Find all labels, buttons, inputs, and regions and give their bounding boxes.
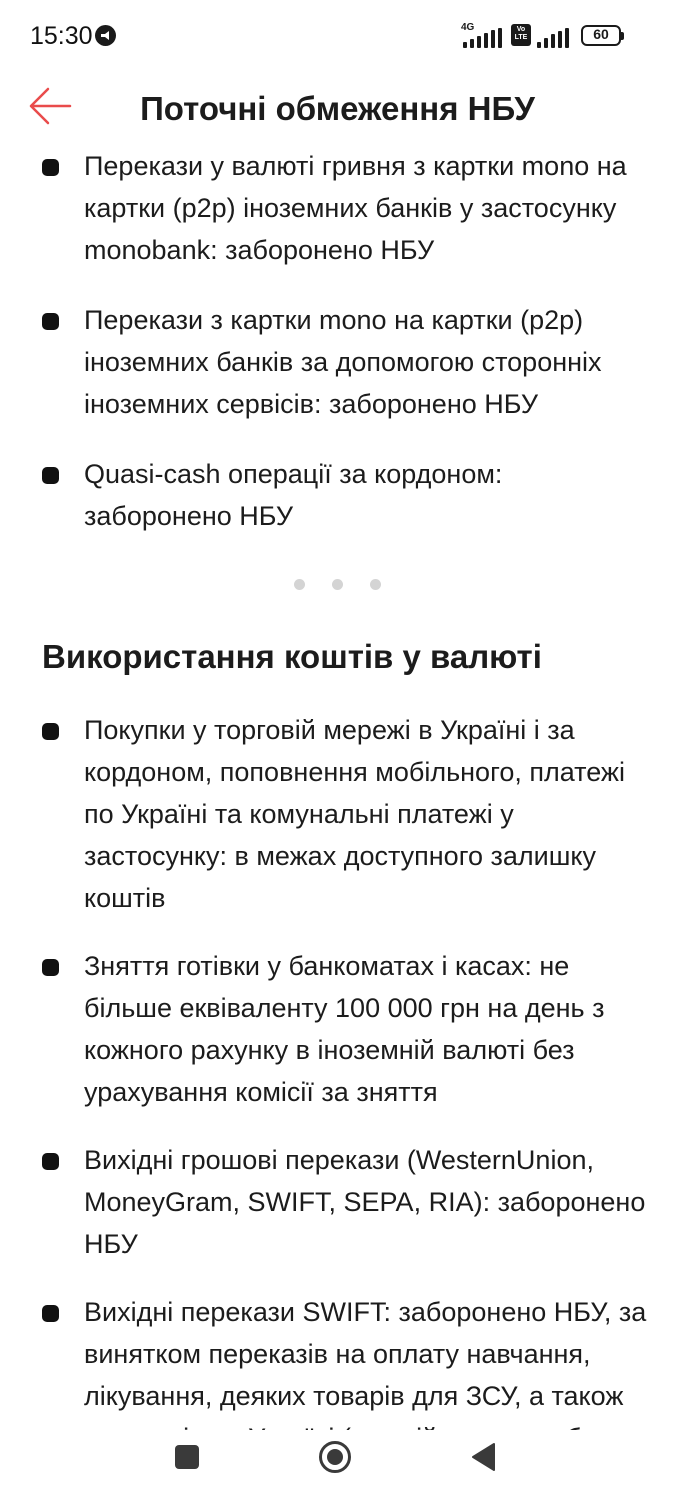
circle-icon[interactable] xyxy=(318,1440,352,1474)
header xyxy=(0,72,675,147)
list-item-text: Quasi-cash операції за кордоном: заборонено НБУ xyxy=(84,459,503,531)
restrictions-list xyxy=(0,145,675,537)
section-heading: Використання коштів у валюті xyxy=(42,638,542,675)
section-divider-dots xyxy=(0,571,675,599)
list-item-text: Перекази у валюті гривня з картки mono на картки (p2p) іноземних банків у застосунку monobank: заборонено НБУ xyxy=(84,151,627,265)
square-icon[interactable] xyxy=(175,1445,199,1469)
system-nav-bar xyxy=(0,1430,675,1500)
bullet-icon xyxy=(42,313,59,330)
bullet-icon xyxy=(42,1153,59,1170)
list-item xyxy=(0,945,675,1113)
currency-usage-list xyxy=(0,709,675,1500)
list-item-text: Вихідні грошові перекази (WesternUnion, MoneyGram, SWIFT, SEPA, RIA): заборонено НБУ xyxy=(84,1145,646,1259)
volte-icon xyxy=(511,24,531,46)
list-item-text: Покупки у торговій мережі в Україні і за кордоном, поповнення мобільного, платежі по Україні та комунальні платежі у застосунку: в межах доступного залишку коштів xyxy=(84,715,625,913)
list-item xyxy=(0,1139,675,1265)
bullet-icon xyxy=(42,723,59,740)
divider-dot xyxy=(332,579,343,590)
triangle-back-icon[interactable] xyxy=(470,1442,496,1472)
list-item xyxy=(0,145,675,271)
bullet-icon xyxy=(42,467,59,484)
status-time: 15:30 xyxy=(30,22,93,50)
divider-dot xyxy=(294,579,305,590)
status-bar xyxy=(0,0,675,72)
battery-tip xyxy=(621,32,624,40)
signal-icon xyxy=(537,28,569,48)
page-title: Поточні обмеження НБУ xyxy=(140,90,535,127)
bullet-icon xyxy=(42,159,59,176)
bullet-icon xyxy=(42,959,59,976)
battery-level: 60 xyxy=(593,26,609,42)
battery-icon xyxy=(581,25,621,46)
list-item xyxy=(0,299,675,425)
network-type-label: 4G xyxy=(461,22,475,33)
content-scroll-area[interactable] xyxy=(0,145,675,1500)
megaphone-icon xyxy=(95,25,116,46)
list-item xyxy=(0,709,675,919)
list-item-text: Перекази з картки mono на картки (p2p) іноземних банків за допомогою сторонніх іноземних сервісів: заборонено НБУ xyxy=(84,305,602,419)
list-item-text: Вихідні перекази SWIFT: заборонено НБУ, за винятком переказів на оплату навчання, лікування, деяких товарів для ЗСУ, а також xyxy=(84,1297,647,1411)
divider-dot xyxy=(370,579,381,590)
volte-bottom-label: LTE xyxy=(514,34,528,41)
signal-4g-icon xyxy=(461,28,505,48)
list-item xyxy=(0,453,675,537)
list-item-text: Зняття готівки у банкоматах і касах: не більше еквіваленту 100 000 грн на день з кожного рахунку в іноземній валюті без урахування комісії за зняття xyxy=(84,951,605,1107)
status-icons xyxy=(461,24,641,48)
volte-top-label: Vo xyxy=(516,26,526,33)
bullet-icon xyxy=(42,1305,59,1322)
